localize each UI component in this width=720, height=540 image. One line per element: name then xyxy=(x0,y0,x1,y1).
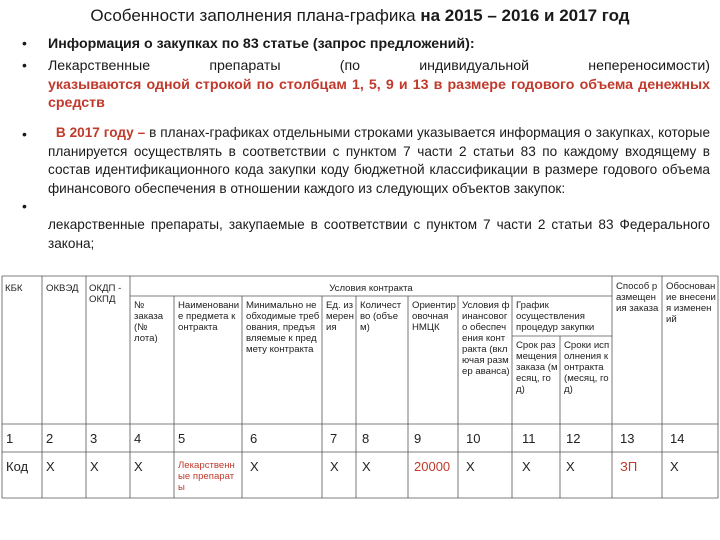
bullet-1: Информация о закупках по 83 статье (запрос предложений): xyxy=(48,36,475,52)
header-kbk: КБК xyxy=(5,283,23,294)
header-schedule: График осуществления процедур закупки xyxy=(516,300,595,333)
col-number: 5 xyxy=(178,431,186,446)
row-cell-code: Код xyxy=(6,459,29,474)
header-okpd: ОКДП - ОКПД xyxy=(89,283,122,305)
col-number: 10 xyxy=(466,431,481,446)
bullet-marker: • xyxy=(22,126,27,142)
header-qty: Количество (объем) xyxy=(360,300,402,333)
row-cell: Х xyxy=(466,459,475,474)
header-method: Способ размещения заказа xyxy=(616,281,659,314)
row-cell: Х xyxy=(46,459,55,474)
header-okved: ОКВЭД xyxy=(46,283,79,294)
row-cell: Х xyxy=(362,459,371,474)
header-unit: Ед. измерения xyxy=(326,300,354,333)
row-cell: Х xyxy=(134,459,143,474)
header-placement: Срок размещения заказа (месяц, год) xyxy=(516,340,558,395)
row-cell: Х xyxy=(566,459,575,474)
col-number: 4 xyxy=(134,431,142,446)
col-number: 12 xyxy=(566,431,581,446)
col-number: 3 xyxy=(90,431,98,446)
col-number: 14 xyxy=(670,431,685,446)
col-number: 8 xyxy=(362,431,370,446)
col-number: 2 xyxy=(46,431,54,446)
bullet-4: лекарственные препараты, закупаемые в соответствии с пунктом 7 части 2 статьи 83 Федерального закона; xyxy=(48,217,710,251)
bullet-marker: • xyxy=(22,198,27,214)
row-cell: Х xyxy=(330,459,339,474)
title-prefix: Особенности заполнения плана-графика xyxy=(90,6,416,25)
header-subject: Наименование предмета контракта xyxy=(178,300,240,333)
col-number: 7 xyxy=(330,431,338,446)
header-execution: Сроки исполнения контракта (месяц, год) xyxy=(564,340,610,395)
row-cell-method: ЗП xyxy=(620,459,638,474)
header-order-no: № заказа (№ лота) xyxy=(134,300,164,344)
row-cell-subject: Лекарственные препараты xyxy=(178,460,235,493)
bullet-marker: • xyxy=(22,57,27,73)
bullet-3: В 2017 году – в планах-графиках отдельными строками указывается информация о закупках, которые планируется осуществлять в соответствии с пунктом 7 части 2 статьи 83 по каждому входящему в состав идентификационного кода закупки коду бюджетной классификации в размере годового объема финансового обеспечения в отношении каждого из следующих объектов закупок: xyxy=(48,125,711,196)
row-cell: Х xyxy=(250,459,259,474)
header-finance: Условия финансового обеспечения контракта (включая размер аванса) xyxy=(462,300,510,377)
row-cell: Х xyxy=(522,459,531,474)
col-number: 1 xyxy=(6,431,14,446)
row-cell: Х xyxy=(670,459,679,474)
bullet-marker: • xyxy=(22,35,27,51)
bullet-2: Лекарственные препараты (по индивидуальной непереносимости) указываются одной строкой по столбцам 1, 5, 9 и 13 в размере годового объема денежных средств xyxy=(48,58,710,112)
header-min-req: Минимально необходимые требования, предъявляемые к предмету контракта xyxy=(246,300,320,355)
title-years: на 2015 – 2016 и 2017 год xyxy=(420,6,630,25)
bullet-3-highlight: В 2017 году – xyxy=(55,125,146,140)
row-cell: Х xyxy=(90,459,99,474)
col-number: 9 xyxy=(414,431,422,446)
col-number: 11 xyxy=(522,431,536,446)
header-nmck: Ориентировочная НМЦК xyxy=(412,300,456,333)
col-number: 6 xyxy=(250,431,258,446)
header-justification: Обоснование внесения изменений xyxy=(666,281,716,325)
header-contract-terms: Условия контракта xyxy=(329,283,413,294)
col-number: 13 xyxy=(620,431,635,446)
row-cell-nmck: 20000 xyxy=(414,459,451,474)
bullet-2-highlight: указываются одной строкой по столбцам 1, 5, 9 и 13 в размере годового объема денежных средств xyxy=(48,76,710,112)
